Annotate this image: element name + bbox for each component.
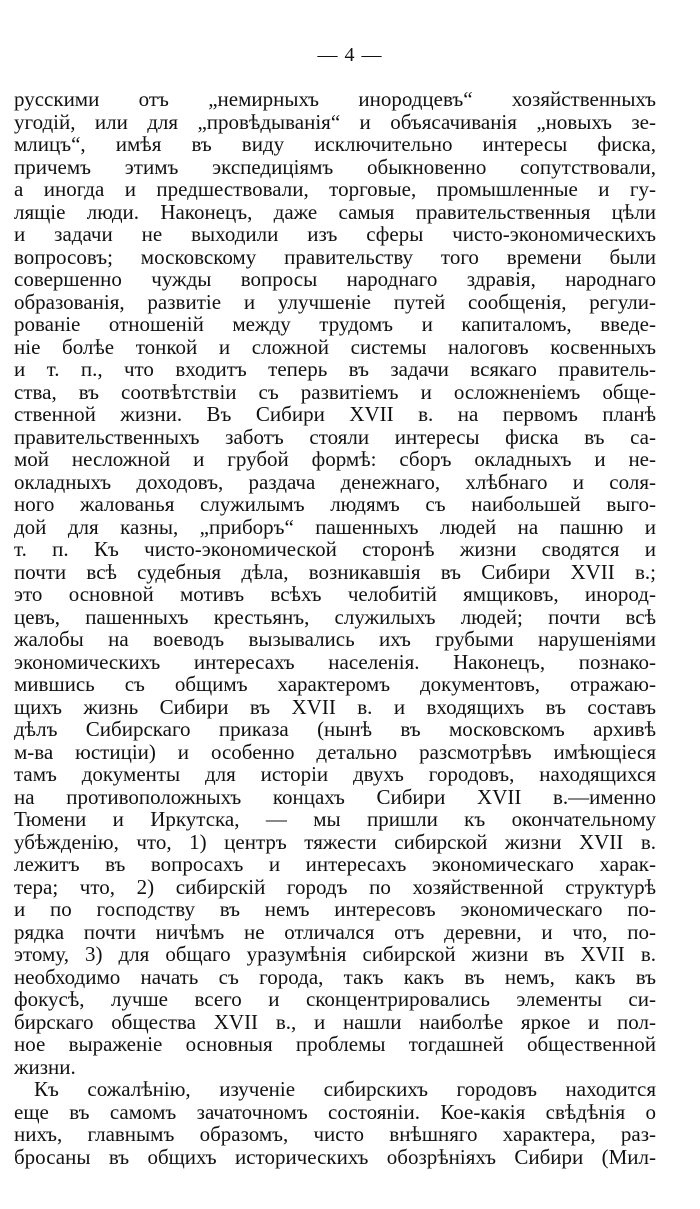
text-line: этому, 3) для общаго уразумѣнія сибирской жизни въ XVII в. [14,942,656,966]
text-line: и задачи не выходили изъ сферы чисто-экономическихъ [14,222,656,246]
text-line: причемъ этимъ экспедиціямъ обыкновенно сопутствовали, [14,154,656,179]
text-line: убѣжденію, что, 1) центръ тяжести сибирской жизни XVII в. [14,829,656,854]
text-line: т. п. Къ чисто-экономической сторонѣ жизни сводятся и [14,537,656,561]
text-line: бросаны въ общихъ историческихъ обозрѣніяхъ Сибири (Мил- [14,1144,656,1169]
text-line: на противоположныхъ концахъ Сибири XVII в.—именно [14,784,656,809]
text-line: совершенно чужды вопросы народнаго здравія, народнаго [14,267,656,291]
text-line: рованіе отношеній между трудомъ и капиталомъ, введе- [14,312,656,336]
paragraph [14,88,656,1078]
text-line: мой несложной и грубой формѣ: сборъ окладныхъ и не- [14,447,656,471]
text-line: это основной мотивъ всѣхъ челобитій ямщиковъ, инород- [14,582,656,606]
text-line: правительственныхъ заботъ стояли интересы фиска въ са- [14,424,656,449]
text-line: фокусѣ, лучше всего и сконцентрировались элементы си- [14,987,656,1011]
text-line: Тюмени и Иркутска, — мы пришли къ окончательному [14,807,656,831]
text-line: щихъ жизнь Сибири въ XVII в. и входящихъ въ составъ [14,694,656,719]
text-line: а иногда и предшествовали, торговые, промышленные и гу- [14,177,656,201]
text-line: лящіе люди. Наконецъ, даже самыя правительственныя цѣли [14,199,656,224]
text-line: еще въ самомъ зачаточномъ состояніи. Кое-какія свѣдѣнія о [14,1099,656,1124]
text-line: дой для казны, „приборъ“ пашенныхъ людей на пашню и [14,514,656,539]
text-line: образованія, развитіе и улучшеніе путей сообщенія, регули- [14,289,656,314]
text-line: ственной жизни. Въ Сибири XVII в. на первомъ планѣ [14,402,656,426]
text-line: окладныхъ доходовъ, раздача денежнаго, хлѣбнаго и соля- [14,469,656,494]
text-line: мившись съ общимъ характеромъ документовъ, отражаю- [14,672,656,696]
text-line: необходимо начать съ города, такъ какъ въ немъ, какъ въ [14,964,656,989]
text-line: млицъ“, имѣя въ виду исключительно интересы фиска, [14,132,656,156]
text-line: цевъ, пашенныхъ крестьянъ, служилыхъ людей; почти всѣ [14,604,656,629]
text-line: тера; что, 2) сибирскій городъ по хозяйственной структурѣ [14,874,656,899]
text-line: вопросовъ; московскому правительству того времени были [14,244,656,269]
text-line: тамъ документы для исторіи двухъ городовъ, находящихся [14,762,656,786]
text-line: и по господству въ немъ интересовъ экономическаго по- [14,897,656,921]
text-line: угодій, или для „провѣдыванія“ и объясачиванія „новыхъ зе- [14,109,656,134]
text-line: Къ сожалѣнію, изученіе сибирскихъ городовъ находится [34,1077,656,1101]
text-line: ного жалованья служилымъ людямъ съ наибольшей выго- [14,492,656,516]
text-line: лежитъ въ вопросахъ и интересахъ экономическаго харак- [14,852,656,876]
text-line: ніе болѣе тонкой и сложной системы налоговъ косвенныхъ [14,334,656,359]
body-text [14,88,656,1168]
text-line: русскими отъ „немирныхъ инородцевъ“ хозяйственныхъ [14,87,656,111]
text-line: почти всѣ судебныя дѣла, возникавшія въ Сибири XVII в.; [14,559,656,584]
text-line: жалобы на воеводъ вызывались ихъ грубыми нарушеніями [14,627,656,651]
text-line: ное выраженіе основныя проблемы тогдашней общественной [14,1032,656,1056]
page-number: — 4 — [317,44,383,66]
text-line: бирскаго общества XVII в., и нашли наиболѣе яркое и пол- [14,1009,656,1034]
paragraph [14,1078,656,1168]
text-line: жизни. [14,1054,76,1079]
text-line: дѣлъ Сибирскаго приказа (нынѣ въ московскомъ архивѣ [14,717,656,741]
text-line: рядка почти ничѣмъ не отличался отъ деревни, и что, по- [14,919,656,944]
text-line: экономическихъ интересахъ населенія. Наконецъ, познако- [14,649,656,674]
text-line: м-ва юстиціи) и особенно детально разсмотрѣвъ имѣющіеся [14,739,656,764]
text-line: ства, въ соотвѣтствіи съ развитіемъ и осложненіемъ обще- [14,379,656,404]
text-line: и т. п., что входитъ теперь въ задачи всякаго правитель- [14,357,656,381]
text-line: нихъ, главнымъ образомъ, чисто внѣшняго характера, раз- [14,1122,656,1146]
